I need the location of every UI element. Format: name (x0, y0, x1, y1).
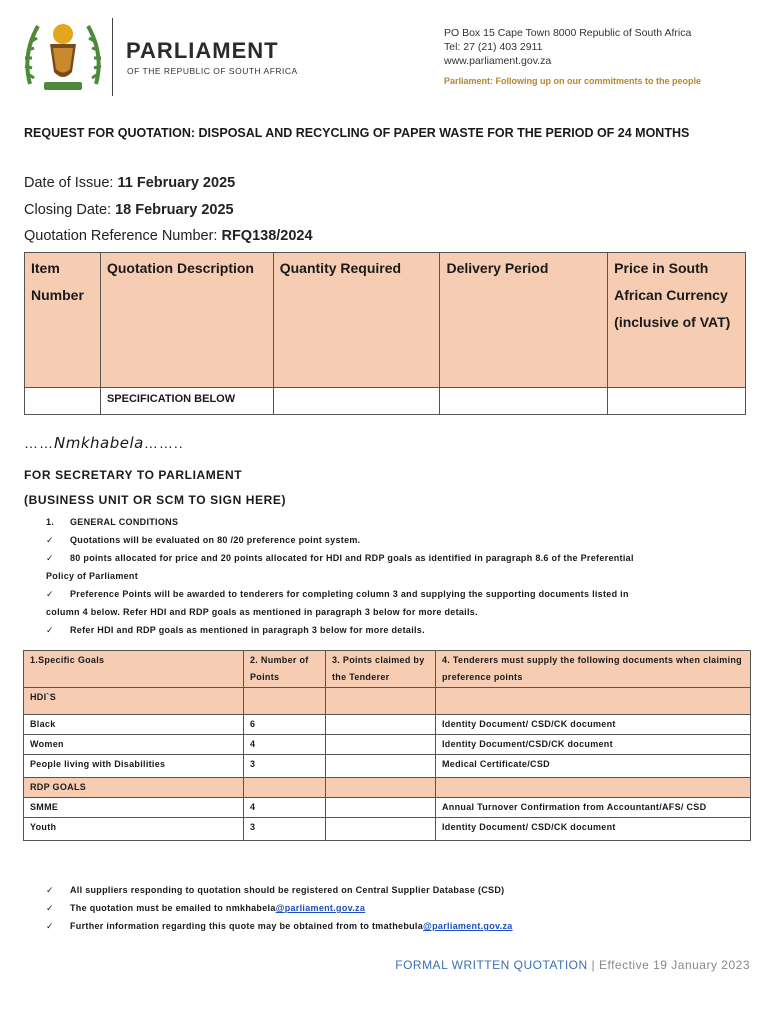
csd-note (46, 885, 504, 896)
condition-continuation: Policy of Parliament (46, 571, 139, 581)
goals-cell: SMME (24, 798, 244, 818)
table-row (24, 818, 751, 841)
goals-cell: Youth (24, 818, 244, 841)
tagline: Parliament: Following up on our commitments to the people (444, 76, 702, 86)
issue-date-value: 11 February 2025 (117, 175, 236, 191)
address: PO Box 15 Cape Town 8000 Republic of South Africa (444, 27, 692, 39)
goals-cell (326, 778, 436, 798)
contact-block (444, 26, 701, 88)
goals-cell: Identity Document/ CSD/CK document (436, 818, 751, 841)
goals-cell: 3 (244, 818, 326, 841)
closing-date-label: Closing Date: (24, 202, 116, 218)
goals-header-points-claimed: 3. Points claimed by the Tenderer (326, 651, 436, 688)
footer-effective: | Effective 19 January 2023 (587, 958, 750, 972)
signature-dots-after: …….. (143, 435, 184, 451)
reference-value: RFQ138/2024 (221, 228, 313, 244)
info-note-text: Further information regarding this quote may be obtained from to tmathebula (70, 921, 424, 931)
condition-item (46, 553, 634, 564)
document-title: REQUEST FOR QUOTATION: DISPOSAL AND RECYCLING OF PAPER WASTE FOR THE PERIOD OF 24 MONTHS (24, 126, 690, 140)
reference-label: Quotation Reference Number: (24, 228, 222, 244)
goals-cell: People living with Disabilities (24, 755, 244, 778)
checkmark-icon: ✓ (46, 589, 54, 599)
cell-description: SPECIFICATION BELOW (100, 388, 273, 415)
goals-cell: Medical Certificate/CSD (436, 755, 751, 778)
checkmark-icon: ✓ (46, 885, 54, 895)
condition-text: Quotations will be evaluated on 80 /20 preference point system. (70, 535, 361, 545)
condition-text: Refer HDI and RDP goals as mentioned in paragraph 3 below for more details. (70, 625, 425, 635)
reference-number (24, 228, 313, 244)
quotation-table (24, 252, 746, 415)
header-divider (112, 18, 113, 96)
goals-header-documents: 4. Tenderers must supply the following documents when claiming preference points (436, 651, 751, 688)
closing-date (24, 202, 234, 218)
header-quantity-required: Quantity Required (273, 253, 440, 388)
conditions-heading-number: 1. (46, 517, 55, 527)
conditions-heading (46, 517, 178, 527)
checkmark-icon: ✓ (46, 903, 54, 913)
signature-line (24, 434, 184, 452)
goals-header-specific-goals: 1.Specific Goals (24, 651, 244, 688)
info-note (46, 921, 513, 932)
header-quotation-description: Quotation Description (100, 253, 273, 388)
goals-cell: 6 (244, 715, 326, 735)
parliament-coat-of-arms-logo (20, 14, 106, 96)
footer-label: FORMAL WRITTEN QUOTATION (395, 958, 588, 972)
table-row (24, 715, 751, 735)
goals-cell: Annual Turnover Confirmation from Accountant/AFS/ CSD (436, 798, 751, 818)
header-delivery-period: Delivery Period (440, 253, 608, 388)
goals-cell: Identity Document/ CSD/CK document (436, 715, 751, 735)
points-claimed-cell[interactable] (326, 798, 436, 818)
condition-item (46, 625, 425, 636)
points-claimed-cell[interactable] (326, 755, 436, 778)
goals-cell: 4 (244, 798, 326, 818)
points-claimed-cell[interactable] (326, 735, 436, 755)
conditions-heading-text: GENERAL CONDITIONS (70, 517, 179, 527)
checkmark-icon: ✓ (46, 625, 54, 635)
table-row (24, 755, 751, 778)
issue-date-label: Date of Issue: (24, 175, 118, 191)
goals-cell (244, 778, 326, 798)
condition-continuation: column 4 below. Refer HDI and RDP goals as mentioned in paragraph 3 below for more details. (46, 607, 478, 617)
page-footer (395, 958, 750, 972)
goals-header-number-of-points: 2. Number of Points (244, 651, 326, 688)
condition-item (46, 589, 629, 600)
condition-text: Preference Points will be awarded to tenderers for completing column 3 and supplying the supporting documents listed in (70, 589, 629, 599)
goals-cell: 3 (244, 755, 326, 778)
specific-goals-table (23, 650, 751, 841)
org-name: PARLIAMENT (126, 38, 279, 63)
email-note (46, 903, 365, 914)
header-price: Price in South African Currency (inclusive of VAT) (608, 253, 746, 388)
goals-header-row (24, 651, 751, 688)
cell-quantity[interactable] (273, 388, 440, 415)
checkmark-icon: ✓ (46, 921, 54, 931)
points-claimed-cell[interactable] (326, 818, 436, 841)
goals-section-row (24, 688, 751, 715)
table-row (25, 388, 746, 415)
goals-cell: 4 (244, 735, 326, 755)
business-unit-line: (BUSINESS UNIT OR SCM TO SIGN HERE) (24, 493, 287, 507)
goals-cell (436, 688, 751, 715)
closing-date-value: 18 February 2025 (115, 202, 234, 218)
goals-cell: RDP GOALS (24, 778, 244, 798)
condition-item (46, 535, 360, 546)
checkmark-icon: ✓ (46, 535, 54, 545)
table-row (24, 735, 751, 755)
csd-note-text: All suppliers responding to quotation should be registered on Central Supplier Database (CSD) (70, 885, 505, 895)
goals-cell (244, 688, 326, 715)
goals-cell: HDI`S (24, 688, 244, 715)
cell-item-number[interactable] (25, 388, 101, 415)
issue-date (24, 175, 235, 191)
email-link[interactable]: @parliament.gov.za (275, 903, 366, 913)
signature-name: Nmkhabela (54, 434, 144, 452)
condition-text: 80 points allocated for price and 20 points allocated for HDI and RDP goals as identified in paragraph 8.6 of the Preferential (70, 553, 634, 563)
quotation-table-header-row (25, 253, 746, 388)
goals-section-row (24, 778, 751, 798)
email-note-text: The quotation must be emailed to nmkhabela (70, 903, 276, 913)
goals-cell: Identity Document/CSD/CK document (436, 735, 751, 755)
cell-price[interactable] (608, 388, 746, 415)
goals-cell (326, 688, 436, 715)
org-subtitle: OF THE REPUBLIC OF SOUTH AFRICA (127, 66, 298, 76)
header-item-number: Item Number (25, 253, 101, 388)
website[interactable]: www.parliament.gov.za (444, 55, 552, 67)
goals-cell: Black (24, 715, 244, 735)
cell-delivery[interactable] (440, 388, 608, 415)
goals-cell: Women (24, 735, 244, 755)
checkmark-icon: ✓ (46, 553, 54, 563)
for-secretary-line: FOR SECRETARY TO PARLIAMENT (24, 468, 243, 482)
table-row (24, 798, 751, 818)
points-claimed-cell[interactable] (326, 715, 436, 735)
telephone: Tel: 27 (21) 403 2911 (444, 41, 543, 53)
goals-cell (436, 778, 751, 798)
signature-dots-before: …… (24, 435, 54, 451)
info-email-link[interactable]: @parliament.gov.za (423, 921, 513, 931)
